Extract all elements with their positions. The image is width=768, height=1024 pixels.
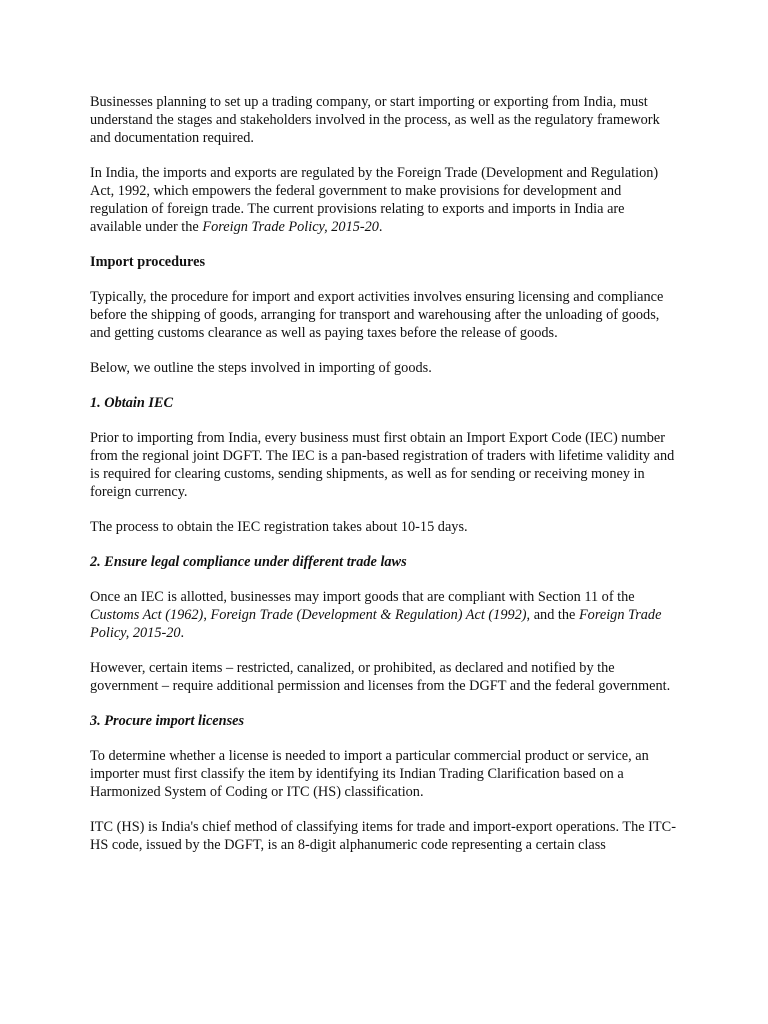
intro-paragraph: Businesses planning to set up a trading company, or start importing or exporting from India, must understand the stages and stakeholders involved in the process, as well as the regulatory framework and documentation required.	[90, 94, 660, 146]
regulation-end: .	[378, 219, 383, 235]
regulation-paragraph	[90, 164, 678, 236]
import-procedures-heading: Import procedures	[90, 254, 206, 270]
compliance-paragraph	[90, 588, 678, 642]
compliance-sep: ,	[203, 607, 211, 623]
policy-reference: Foreign Trade Policy, 2015-20	[202, 219, 379, 235]
steps-intro-paragraph: Below, we outline the steps involved in importing of goods.	[90, 360, 432, 376]
procedure-paragraph: Typically, the procedure for import and export activities involves ensuring licensing and compliance before the shipping of goods, arranging for transport and warehousing after the unloading of goods, and getting customs clearance as well as paying taxes before the release of goods.	[90, 289, 664, 341]
step-2-heading: 2. Ensure legal compliance under different trade laws	[90, 554, 407, 570]
step-3-heading: 3. Procure import licenses	[90, 713, 245, 729]
customs-act-reference: Customs Act (1962)	[90, 607, 204, 623]
trade-act-reference: Foreign Trade (Development & Regulation) Act (1992)	[210, 607, 527, 623]
license-paragraph: To determine whether a license is needed to import a particular commercial product or service, an importer must first classify the item by identifying its Indian Trading Clarification based on a Harmonized System of Coding or ITC (HS) classification.	[90, 748, 649, 800]
restricted-items-paragraph: However, certain items – restricted, canalized, or prohibited, as declared and notified by the government – require additional permission and licenses from the DGFT and the federal government.	[90, 660, 671, 694]
compliance-text: Once an IEC is allotted, businesses may import goods that are compliant with Section 11 of the	[90, 589, 635, 605]
compliance-end: .	[180, 625, 185, 641]
compliance-and: , and the	[526, 607, 579, 623]
itc-hs-paragraph: ITC (HS) is India's chief method of classifying items for trade and import-export operations. The ITC-HS code, issued by the DGFT, is an 8-digit alphanumeric code representing a certain class	[90, 819, 676, 853]
iec-paragraph: Prior to importing from India, every business must first obtain an Import Export Code (IEC) number from the regional joint DGFT. The IEC is a pan-based registration of traders with lifetime validity and is required for clearing customs, sending shipments, as well as for sending or receiving money in foreign currency.	[90, 430, 675, 500]
trade-policy-reference: Foreign Trade Policy, 2015-20	[90, 607, 662, 641]
iec-timing-paragraph: The process to obtain the IEC registration takes about 10-15 days.	[90, 519, 468, 535]
regulation-text: In India, the imports and exports are regulated by the Foreign Trade (Development and Regulation) Act, 1992, which empowers the federal government to make provisions for development and regulation of foreign trade. The current provisions relating to exports and imports in India are available under the	[90, 165, 659, 235]
step-1-heading: 1. Obtain IEC	[90, 395, 174, 411]
